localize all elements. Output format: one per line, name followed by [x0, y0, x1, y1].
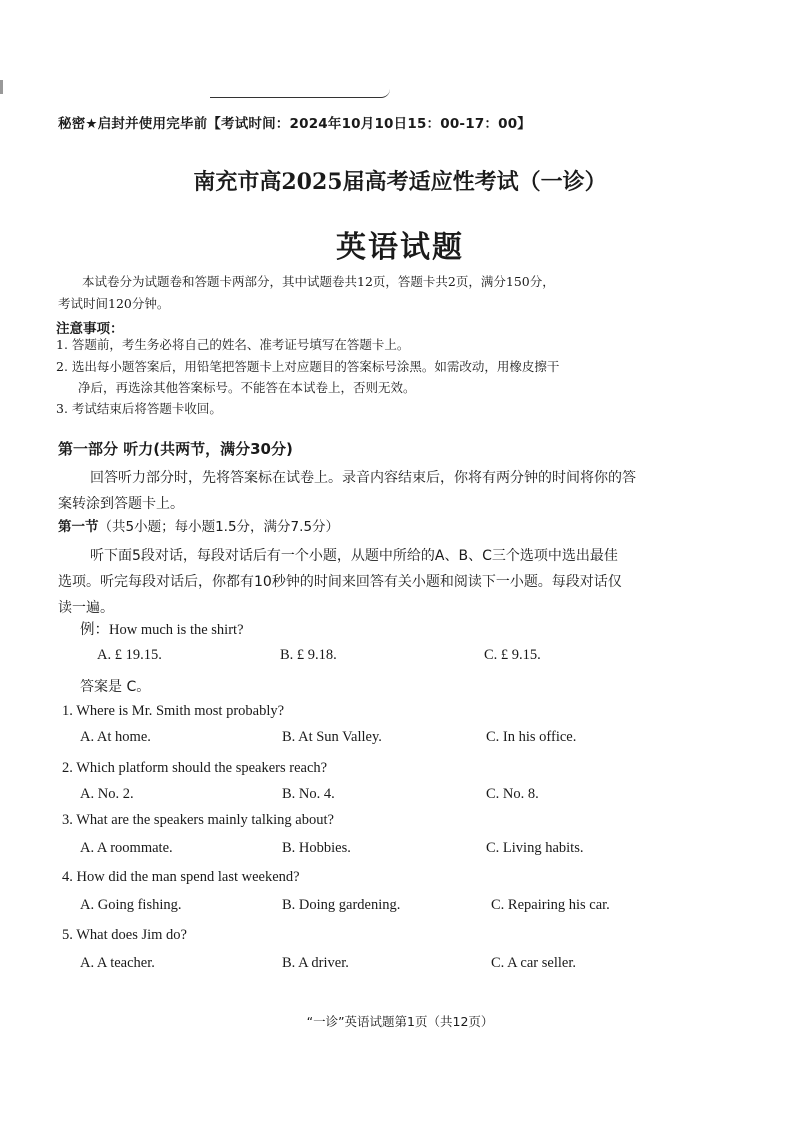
- part1-instruction: 回答听力部分时，先将答案标在试卷上。录音内容结束后，你将有两分钟的时间将你的答: [90, 470, 636, 486]
- note-item: 净后，再选涂其他答案标号。不能答在本试卷上，否则无效。: [78, 380, 416, 395]
- q1-option-a: A. At home.: [80, 729, 151, 745]
- intro-line-1: 本试卷分为试题卷和答题卡两部分，其中试题卷共12页，答题卡共2页，满分150分，: [82, 274, 555, 289]
- question-2: 2. Which platform should the speakers reach?: [62, 760, 328, 776]
- example-option-a: A. £ 19.15.: [97, 647, 162, 663]
- q3-option-b: B. Hobbies.: [282, 840, 351, 856]
- confidential-header: 秘密★启封并使用完毕前【考试时间：2024年10月10日15：00-17：00】: [58, 116, 531, 132]
- example-option-b: B. £ 9.18.: [280, 647, 337, 663]
- exam-title: 南充市高2025届高考适应性考试（一诊）: [193, 169, 607, 195]
- part1-heading: 第一部分 听力(共两节，满分30分): [58, 440, 293, 458]
- part1-instruction: 案转涂到答题卡上。: [58, 496, 184, 512]
- scan-pen-mark: [210, 89, 390, 98]
- example-option-c: C. £ 9.15.: [484, 647, 541, 663]
- note-item: 2. 选出每小题答案后，用铅笔把答题卡上对应题目的答案标号涂黑。如需改动，用橡皮擦干: [56, 359, 560, 374]
- notes-heading: 注意事项：: [56, 321, 124, 337]
- q5-option-c: C. A car seller.: [491, 955, 576, 971]
- q2-option-b: B. No. 4.: [282, 786, 335, 802]
- q1-option-b: B. At Sun Valley.: [282, 729, 382, 745]
- q2-option-a: A. No. 2.: [80, 786, 134, 802]
- section1-instruction: 选项。听完每段对话后，你都有10秒钟的时间来回答有关小题和阅读下一小题。每段对话仅: [58, 574, 622, 590]
- q4-option-a: A. Going fishing.: [80, 897, 182, 913]
- intro-line-2: 考试时间120分钟。: [58, 296, 170, 311]
- question-1: 1. Where is Mr. Smith most probably?: [62, 703, 285, 719]
- section1-scoring: （共5小题；每小题1.5分，满分7.5分）: [98, 519, 340, 535]
- q3-option-a: A. A roommate.: [80, 840, 173, 856]
- scan-edge-mark: [0, 80, 3, 94]
- section1-label: 第一节: [58, 519, 99, 535]
- q3-option-c: C. Living habits.: [486, 840, 584, 856]
- section1-instruction: 听下面5段对话，每段对话后有一个小题，从题中所给的A、B、C三个选项中选出最佳: [90, 548, 618, 564]
- note-item: 3. 考试结束后将答题卡收回。: [56, 401, 222, 416]
- q5-option-a: A. A teacher.: [80, 955, 155, 971]
- page-footer: “一诊”英语试题第1页（共12页）: [306, 1014, 494, 1029]
- note-item: 1. 答题前，考生务必将自己的姓名、准考证号填写在答题卡上。: [56, 337, 410, 352]
- q5-option-b: B. A driver.: [282, 955, 349, 971]
- q1-option-c: C. In his office.: [486, 729, 577, 745]
- subject-title: 英语试题: [336, 230, 464, 265]
- question-4: 4. How did the man spend last weekend?: [62, 869, 300, 885]
- question-3: 3. What are the speakers mainly talking about?: [62, 812, 334, 828]
- q4-option-c: C. Repairing his car.: [491, 897, 610, 913]
- q4-option-b: B. Doing gardening.: [282, 897, 401, 913]
- q2-option-c: C. No. 8.: [486, 786, 539, 802]
- example-question: 例：How much is the shirt?: [80, 622, 244, 638]
- section1-heading: [58, 515, 339, 535]
- example-answer: 答案是 C。: [80, 679, 151, 695]
- question-5: 5. What does Jim do?: [62, 927, 187, 943]
- section1-instruction: 读一遍。: [58, 600, 114, 616]
